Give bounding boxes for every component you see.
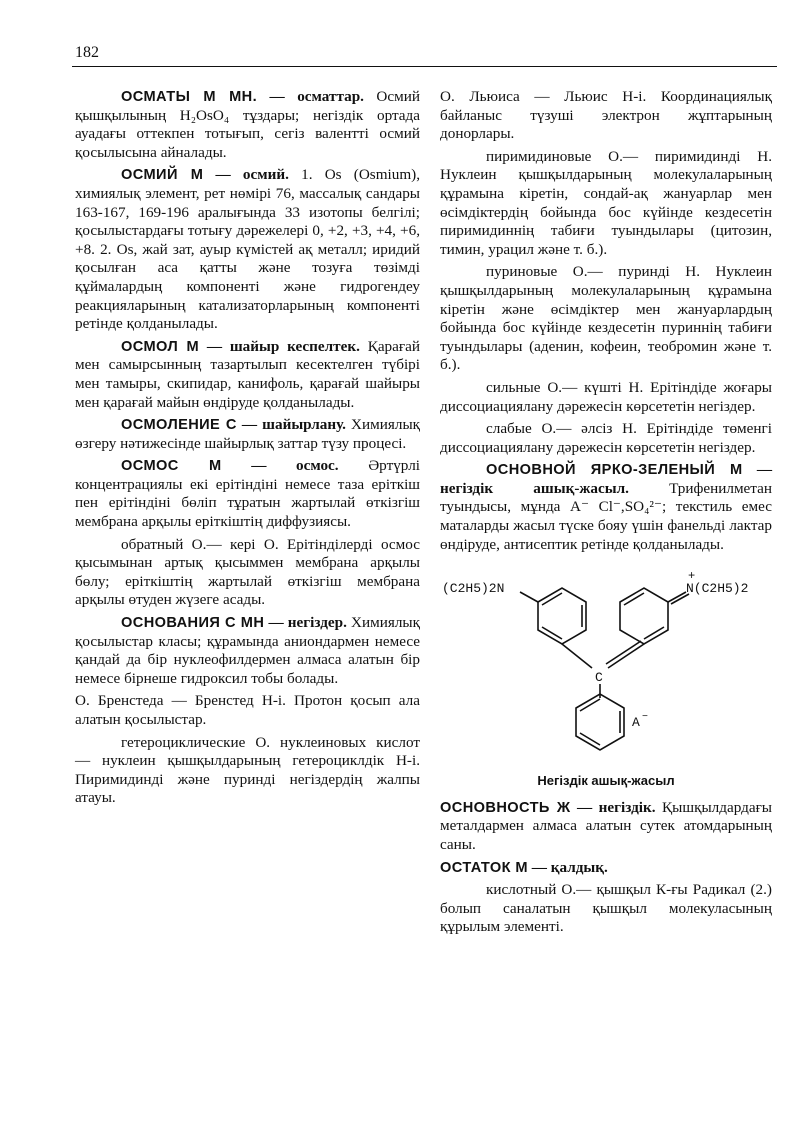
dictionary-entry [440, 881, 772, 937]
formula-right-group: N(C2H5)2 [686, 581, 749, 597]
dictionary-entry [75, 416, 420, 453]
entry-gloss: — осмий. [215, 166, 289, 184]
dictionary-entry [75, 457, 420, 531]
entry-definition: кислотный О.— қышқыл К-ғы Радикал (2.) болып саналатын қышқыл молекуласының құрылым элементі. [440, 881, 772, 936]
entry-definition: слабые О.— әлсіз Н. Ерітіндіде төменгі диссоциациялану дәрежесін көрсететін негіздер. [440, 420, 772, 456]
entry-gloss: — негіздік ашық-жасыл. [440, 461, 772, 497]
formula-left-group: (C2H5)2N [442, 581, 505, 597]
entry-gloss: — осмос. [251, 457, 339, 475]
entry-definition: Химиялық өзгеру нәтижесінде шайырлық заттар түзу процесі. [75, 416, 421, 452]
entry-definition: О. Бренстеда — Бренстед Н-і. Протон қосып ала алатын қосылыстар. [75, 692, 420, 728]
entry-definition: сильные О.— күшті Н. Ерітіндіде жоғары диссоциациялану дәрежесін көрсететін негіздер. [440, 378, 772, 415]
page-number: 182 [75, 44, 99, 61]
dictionary-entry [440, 148, 772, 260]
entry-headword: ОСМАТЫ М МН. [121, 89, 258, 105]
dictionary-entry [440, 859, 772, 878]
right-column [440, 88, 772, 941]
entry-gloss: — шайырлану. [241, 416, 346, 434]
structural-formula [440, 568, 772, 766]
entry-headword: ОСМОС М [121, 458, 222, 475]
brilliant-green-structure [440, 568, 772, 758]
left-column [75, 88, 420, 812]
dictionary-entry [75, 338, 420, 412]
entry-gloss: — шайыр кеспелтек. [206, 337, 360, 355]
entry-definition: Әртүрлі концентрациялы екі ерітіндіні немесе таза еріткіш пен ерітіндіні бөліп тұратын жартылай өткізгіш мембрана арқылы еріткіштің диффузиясы. [75, 457, 420, 531]
dictionary-entry [75, 88, 420, 162]
entry-definition: обратный О.— кері О. Ерітінділерді осмос қысымынан артық қысыммен мембрана арқылы бөлу; еріткіштің жартылай өткізгіш мембрана арқылы өтуден жүзеге асады. [75, 535, 420, 609]
entry-definition: Қышқылдардағы металдармен алмаса алатын сутек атомдарының саны. [440, 798, 773, 854]
dictionary-entry [75, 166, 420, 333]
entry-definition: 1. Os (Osmium), химиялық элемент, рет нөмірі 76, массалық сандары 163-167, 169-196 аралығында 33 изотопы белгілі; қосылыстардағы тотығу дәрежелері 0, +2, +3, +4, +6, +8. 2. Os, жай зат, ауыр күмістей ақ металл; иридий қосылған аса қатты және тозуға төзімді құймалардың компоненті және гидрогендеу реакцияларының катализаторларының компоненті ретінде қолданылады. [75, 166, 421, 333]
entry-definition: пуриновые О.— пуринді Н. Нуклеин қышқылдарының молекулаларының құрамына кіретін және өсімдіктер мен жануарлардың бойында бос күйінде кездесетін пуриннің табиғи туындылары (аденин, кофеин, теобромин және т. б.). [440, 263, 772, 374]
header-rule [72, 66, 777, 67]
entry-definition: Қарағай мен самырсынның тазартылып кесектелген түбірі мен тамыры, скипидар, канифоль, қарағай шайыры мен қарағай майын өндіруде қолданылады. [75, 337, 420, 411]
formula-plus-charge: + [688, 569, 696, 584]
entry-headword: ОСНОВНОЙ ЯРКО-ЗЕЛЕНЫЙ М [486, 462, 743, 479]
dictionary-entry [75, 536, 420, 610]
right-column-entries-after [440, 799, 772, 937]
dictionary-entry [440, 461, 772, 554]
entry-headword: ОСМОЛЕНИЕ С [121, 417, 237, 434]
entry-definition: Осмий қышқылының H₂OsO₄ тұздары; негіздік ортада ауадағы оттекпен тотығып, сегіз валентті осмий қосылысына айналады. [75, 88, 420, 161]
right-column-entries [440, 88, 772, 554]
entry-definition: Трифенилметан туындысы, мұнда A⁻ Cl⁻,SO₄²⁻; текстиль емес маталарды жасыл түске бояу үшін фанельді лактар өндіруде, антисептик ретінде қолданылады. [440, 479, 772, 553]
dictionary-entry [440, 799, 772, 855]
entry-gloss: — негіздер. [268, 614, 347, 632]
formula-anion: A [632, 715, 640, 731]
dictionary-entry [75, 614, 420, 688]
formula-anion-charge: − [642, 712, 649, 724]
entry-headword: ОСНОВАНИЯ С МН [121, 615, 265, 632]
dictionary-entry [440, 420, 772, 457]
entry-gloss: — қалдық. [531, 858, 608, 876]
entry-definition: О. Льюиса — Льюис Н-і. Координациялық байланыс түзуші электрон жұптарының донорлары. [440, 88, 772, 143]
entry-headword: ОСМОЛ М [121, 338, 200, 355]
entry-definition: гетероциклические О. нуклеиновых кислот — нуклеин қышқылдарының гетероциклдік Н-і. Пиримидинді және пуринді негіздердің жалпы атауы. [75, 733, 420, 807]
formula-center-atom: C [595, 670, 603, 686]
dictionary-entry [440, 379, 772, 416]
dictionary-entry [440, 263, 772, 375]
entry-headword: ОСНОВНОСТЬ Ж [440, 799, 571, 816]
formula-caption: Негіздік ашық-жасыл [537, 773, 675, 789]
entry-headword: ОСМИЙ М [121, 167, 204, 184]
entry-definition: пиримидиновые О.— пиримидинді Н. Нуклеин қышқылдарының молекулаларының құрамына кіретін, сондай-ақ жануарлар мен өсімдіктердің бойында бос күйінде кездесетін пиримидиннің табиғи туындылары (цитозин, тимин, урацил және т. б.). [440, 147, 772, 258]
dictionary-entry [75, 734, 420, 808]
entry-gloss: — негіздік. [577, 798, 656, 816]
entry-definition: Химиялық қосылыстар класы; құрамында аниондармен немесе қандай да бір нуклеофилдермен алмаса алатын бір немесе бірнеше гидроксил тобы болады. [75, 614, 420, 687]
dictionary-entry [440, 88, 772, 144]
entry-headword: ОСТАТОК М [440, 859, 528, 876]
entry-gloss: — осматтар. [269, 88, 364, 105]
dictionary-entry [75, 692, 420, 729]
